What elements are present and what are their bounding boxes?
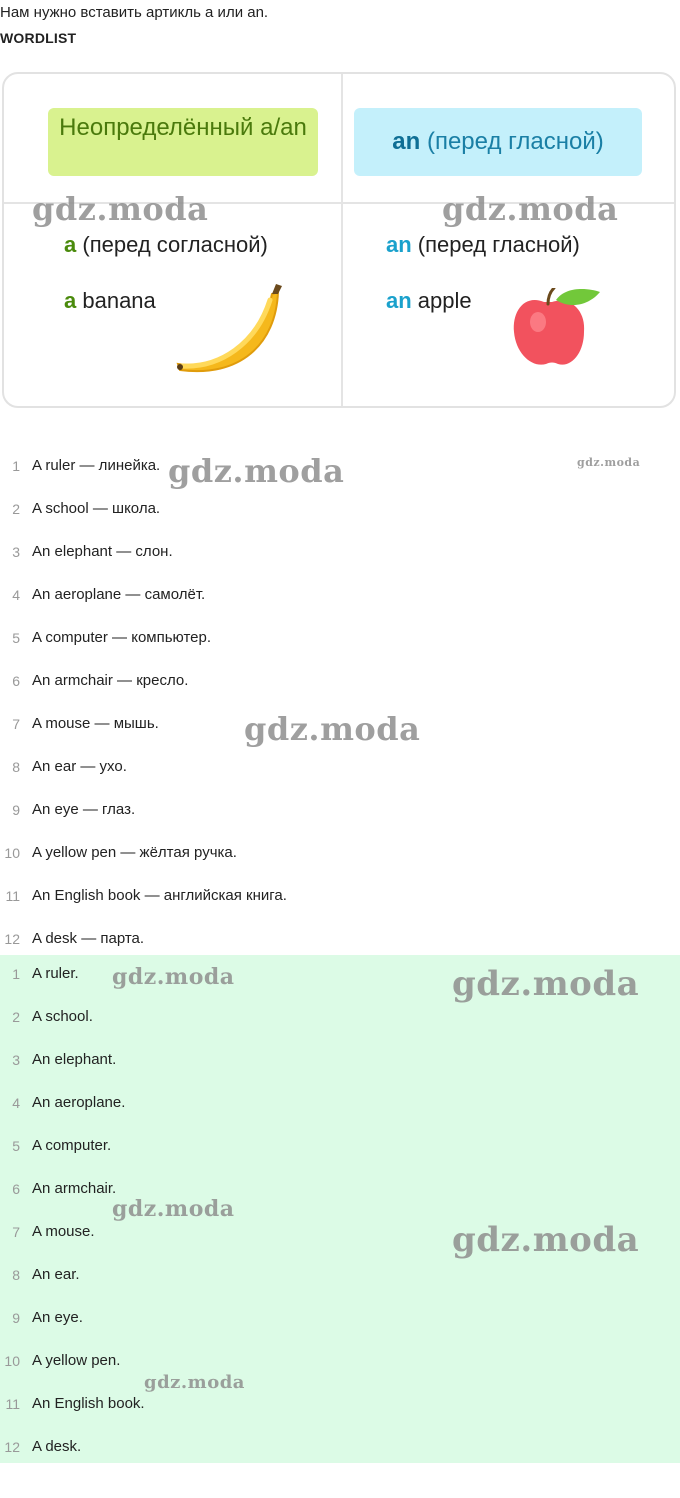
row-text: An armchair — кресло. xyxy=(32,672,189,689)
indefinite-article-header: Неопределённый a/an xyxy=(48,108,318,176)
row-number: 6 xyxy=(12,1181,20,1197)
row-text: An English book. xyxy=(32,1395,145,1412)
a-example-word: banana xyxy=(76,288,156,313)
row-text: An ear — ухо. xyxy=(32,758,127,775)
an-example-article: an xyxy=(386,288,412,313)
watermark-text: gdz.moda xyxy=(442,190,619,228)
row-number: 6 xyxy=(12,673,20,689)
row-number: 9 xyxy=(12,1310,20,1326)
wordlist-row xyxy=(0,669,680,712)
watermark-text: gdz.moda xyxy=(32,190,209,228)
wordlist-row xyxy=(0,540,680,583)
an-header-rest: (перед гласной) xyxy=(420,128,604,155)
row-text: An eye — глаз. xyxy=(32,801,136,818)
a-example-article: a xyxy=(64,288,77,313)
an-vowel-rule xyxy=(386,232,580,258)
row-number: 10 xyxy=(4,1353,20,1369)
row-number: 8 xyxy=(12,759,20,775)
card-vertical-divider xyxy=(341,74,343,406)
row-number: 9 xyxy=(12,802,20,818)
answer-row xyxy=(0,1349,680,1392)
row-number: 11 xyxy=(5,888,20,904)
an-rule-rest: (перед гласной) xyxy=(411,232,580,257)
row-text: A mouse — мышь. xyxy=(32,715,159,732)
row-number: 2 xyxy=(12,501,20,517)
row-number: 3 xyxy=(12,1052,20,1068)
an-apple-example xyxy=(386,288,472,314)
answer-row xyxy=(0,1263,680,1306)
answer-row xyxy=(0,1005,680,1048)
row-text: An elephant. xyxy=(32,1051,117,1068)
an-vowel-header xyxy=(354,108,642,176)
row-number: 12 xyxy=(4,1439,20,1455)
row-number: 7 xyxy=(12,1224,20,1240)
row-text: A ruler. xyxy=(32,965,79,982)
row-number: 1 xyxy=(12,966,20,982)
article-rule-card xyxy=(2,72,676,408)
row-number: 2 xyxy=(12,1009,20,1025)
row-text: A yellow pen — жёлтая ручка. xyxy=(32,844,237,861)
answer-row xyxy=(0,1177,680,1220)
answer-row xyxy=(0,1091,680,1134)
watermark-text: gdz.moda xyxy=(168,452,345,490)
wordlist-row xyxy=(0,583,680,626)
row-text: A school — школа. xyxy=(32,500,161,517)
an-example-word: apple xyxy=(411,288,472,313)
row-text: An armchair. xyxy=(32,1180,117,1197)
row-text: A ruler — линейка. xyxy=(32,457,161,474)
row-text: A computer. xyxy=(32,1137,112,1154)
row-number: 11 xyxy=(5,1396,20,1412)
row-text: A mouse. xyxy=(32,1223,95,1240)
row-number: 5 xyxy=(12,630,20,646)
answer-row xyxy=(0,1392,680,1435)
row-number: 1 xyxy=(12,458,20,474)
row-text: An English book — английская книга. xyxy=(32,887,287,904)
watermark-text: gdz.moda xyxy=(112,964,235,990)
answer-row xyxy=(0,1134,680,1177)
watermark-text: gdz.moda xyxy=(452,1220,640,1260)
row-number: 8 xyxy=(12,1267,20,1283)
watermark-text: gdz.moda xyxy=(452,964,640,1004)
row-text: A school. xyxy=(32,1008,93,1025)
row-number: 7 xyxy=(12,716,20,732)
wordlist-row xyxy=(0,841,680,884)
wordlist-row xyxy=(0,497,680,540)
a-consonant-rule xyxy=(64,232,268,258)
wordlist-row xyxy=(0,798,680,841)
task-instruction: Нам нужно вставить артикль a или an. xyxy=(0,4,269,21)
an-header-article: an xyxy=(392,128,421,155)
a-rule-rest: (перед согласной) xyxy=(76,232,268,257)
watermark-text: gdz.moda xyxy=(112,1196,235,1222)
row-text: A desk. xyxy=(32,1438,82,1455)
answer-row xyxy=(0,1306,680,1349)
an-rule-article: an xyxy=(386,232,412,257)
wordlist-row xyxy=(0,884,680,927)
answer-row xyxy=(0,1048,680,1091)
row-text: A desk — парта. xyxy=(32,930,145,947)
apple-icon xyxy=(508,288,604,370)
row-number: 4 xyxy=(12,1095,20,1111)
a-banana-example xyxy=(64,288,156,314)
a-rule-article: a xyxy=(64,232,77,257)
watermark-text: gdz.moda xyxy=(577,456,641,469)
wordlist-row xyxy=(0,755,680,798)
row-text: An aeroplane — самолёт. xyxy=(32,586,206,603)
row-number: 4 xyxy=(12,587,20,603)
row-text: A yellow pen. xyxy=(32,1352,121,1369)
row-number: 5 xyxy=(12,1138,20,1154)
row-text: An ear. xyxy=(32,1266,80,1283)
watermark-text: gdz.moda xyxy=(244,710,421,748)
row-text: An aeroplane. xyxy=(32,1094,126,1111)
watermark-text: gdz.moda xyxy=(144,1372,245,1393)
answer-row xyxy=(0,1435,680,1478)
row-number: 12 xyxy=(4,931,20,947)
wordlist-heading: WORDLIST xyxy=(0,30,77,46)
row-number: 10 xyxy=(4,845,20,861)
row-text: An elephant — слон. xyxy=(32,543,173,560)
wordlist-row xyxy=(0,626,680,669)
banana-icon xyxy=(172,282,284,374)
row-text: An eye. xyxy=(32,1309,83,1326)
row-number: 3 xyxy=(12,544,20,560)
row-text: A computer — компьютер. xyxy=(32,629,212,646)
